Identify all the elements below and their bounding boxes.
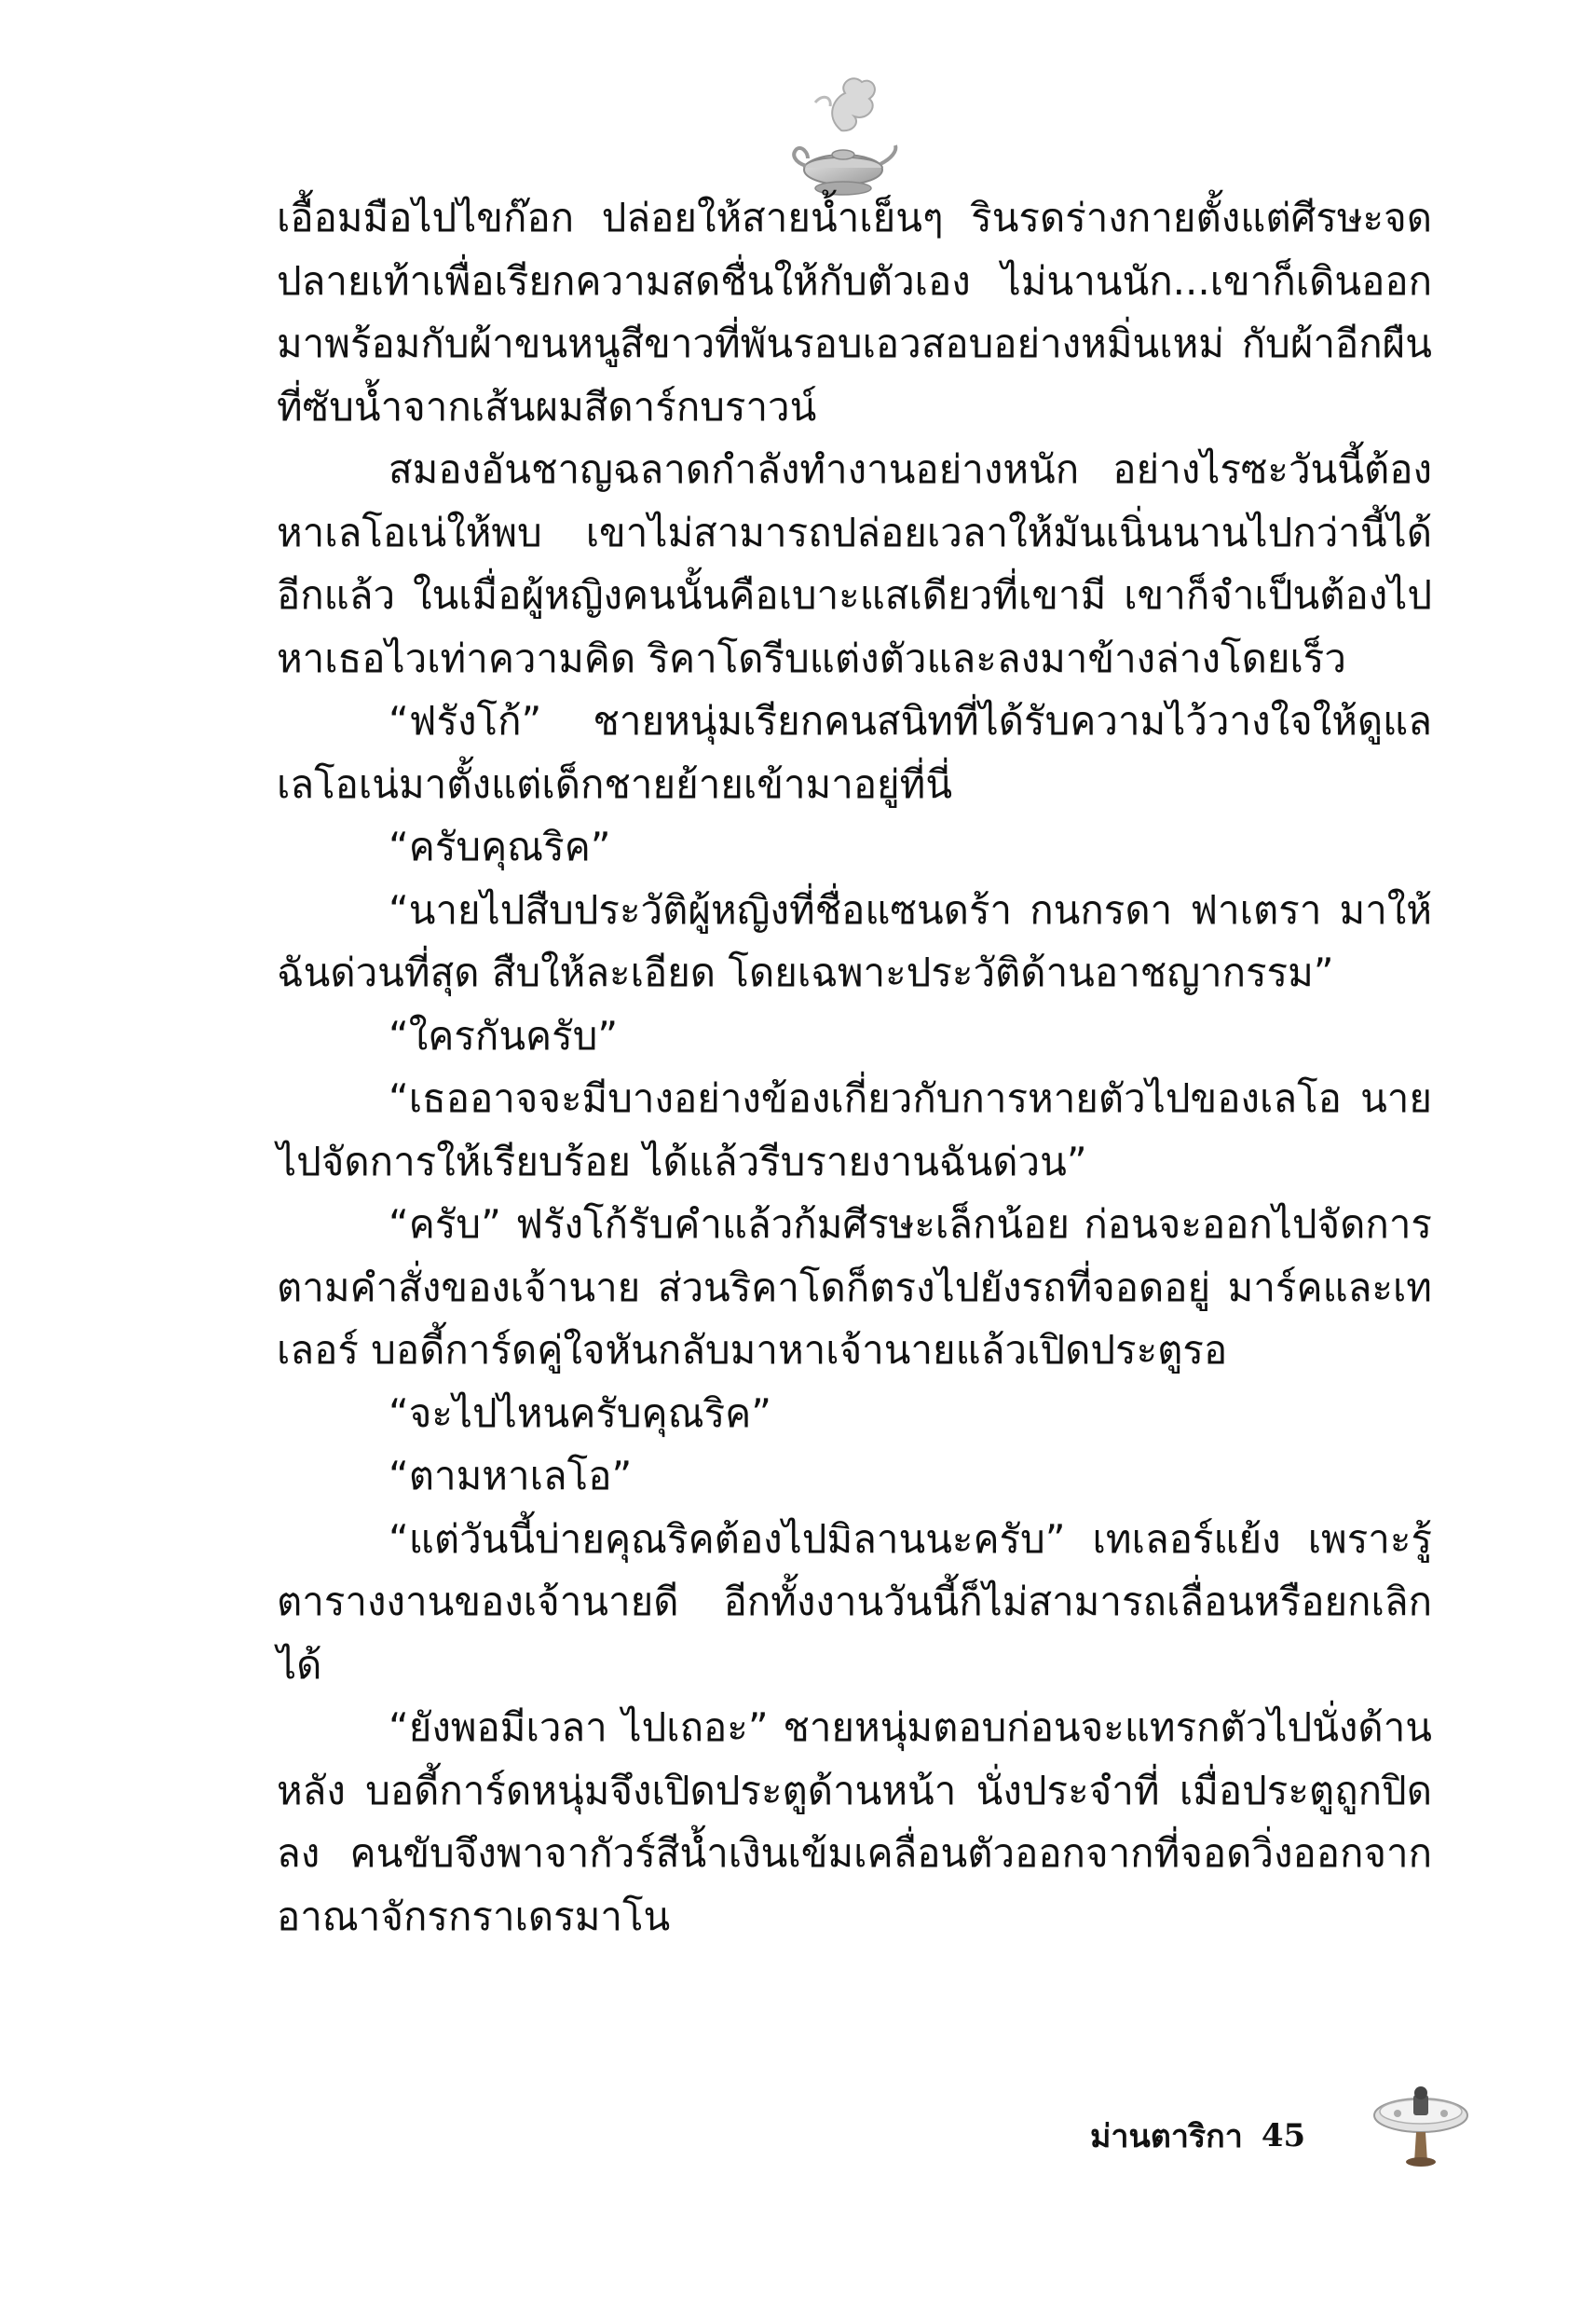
- body-text: [277, 186, 1432, 1948]
- page-number: 45: [1261, 2117, 1306, 2154]
- paragraph-11: “แต่วันนี้บ่ายคุณริคต้องไปมิลานนะครับ” เทเลอร์แย้ง เพราะรู้ตารางงานของเจ้านายดี อีกทั้งงานวันนี้ก็ไม่สามารถเลื่อนหรือยกเลิกได้: [277, 1515, 1432, 1688]
- paragraph-6: “ใครกันครับ”: [389, 1012, 619, 1059]
- paragraph-3: “ฟรังโก้” ชายหนุ่มเรียกคนสนิทที่ได้รับความไว้วางใจให้ดูแลเลโอเน่มาตั้งแต่เด็กชายย้ายเข้ามาอยู่ที่นี่: [277, 698, 1432, 807]
- chess-pieces-ornament-icon: [1370, 2078, 1472, 2171]
- paragraph-4: “ครับคุณริค”: [389, 824, 611, 869]
- paragraph-7: “เธออาจจะมีบางอย่างข้องเกี่ยวกับการหายตัวไปของเลโอ นายไปจัดการให้เรียบร้อย ได้แล้วรีบรายงานฉันด่วน”: [277, 1075, 1432, 1184]
- paragraph-9: “จะไปไหนครับคุณริค”: [389, 1389, 772, 1436]
- book-title: ม่านตาริกา: [1090, 2118, 1243, 2155]
- paragraph-1: เอื้อมมือไปไขก๊อก ปล่อยให้สายน้ำเย็นๆ รินรดร่างกายตั้งแต่ศีรษะจดปลายเท้าเพื่อเรียกความสดชื่นให้กับตัวเอง ไม่นานนัก...เขาก็เดินออกมาพร้อมกับผ้าขนหนูสีขาวที่พันรอบเอวสอบอย่างหมิ่นเหม่ กับผ้าอีกผืนที่ซับน้ำจากเส้นผมสีดาร์กบราวน์: [277, 195, 1432, 430]
- paragraph-12: “ยังพอมีเวลา ไปเถอะ” ชายหนุ่มตอบก่อนจะแทรกตัวไปนั่งด้านหลัง บอดี้การ์ดหนุ่มจึงเปิดประตูด้านหน้า นั่งประจำที่ เมื่อประตูถูกปิดลง คนขับจึงพาจากัวร์สีน้ำเงินเข้มเคลื่อนตัวออกจากที่จอดวิ่งออกจากอาณาจักรกราเดรมาโน: [277, 1704, 1432, 1939]
- paragraph-5: “นายไปสืบประวัติผู้หญิงที่ชื่อแซนดร้า กนกรดา ฟาเตรา มาให้ฉันด่วนที่สุด สืบให้ละเอียด โดยเฉพาะประวัติด้านอาชญากรรม”: [277, 886, 1432, 995]
- page-footer: [1090, 2111, 1305, 2161]
- paragraph-2: สมองอันชาญฉลาดกำลังทำงานอย่างหนัก อย่างไรซะวันนี้ต้องหาเลโอเน่ให้พบ เขาไม่สามารถปล่อยเวลาให้มันเนิ่นนานไปกว่านี้ได้อีกแล้ว ในเมื่อผู้หญิงคนนั้นคือเบาะแสเดียวที่เขามี เขาก็จำเป็นต้องไปหาเธอไวเท่าความคิด ริคาโดรีบแต่งตัวและลงมาข้างล่างโดยเร็ว: [277, 446, 1432, 681]
- paragraph-8: “ครับ” ฟรังโก้รับคำแล้วก้มศีรษะเล็กน้อย ก่อนจะออกไปจัดการตามคำสั่งของเจ้านาย ส่วนริคาโดก็ตรงไปยังรถที่จอดอยู่ มาร์คและเทเลอร์ บอดี้การ์ดคู่ใจหันกลับมาหาเจ้านายแล้วเปิดประตูรอ: [277, 1201, 1432, 1373]
- magic-lamp-icon: [787, 65, 899, 205]
- paragraph-10: “ตามหาเลโอ”: [389, 1453, 633, 1498]
